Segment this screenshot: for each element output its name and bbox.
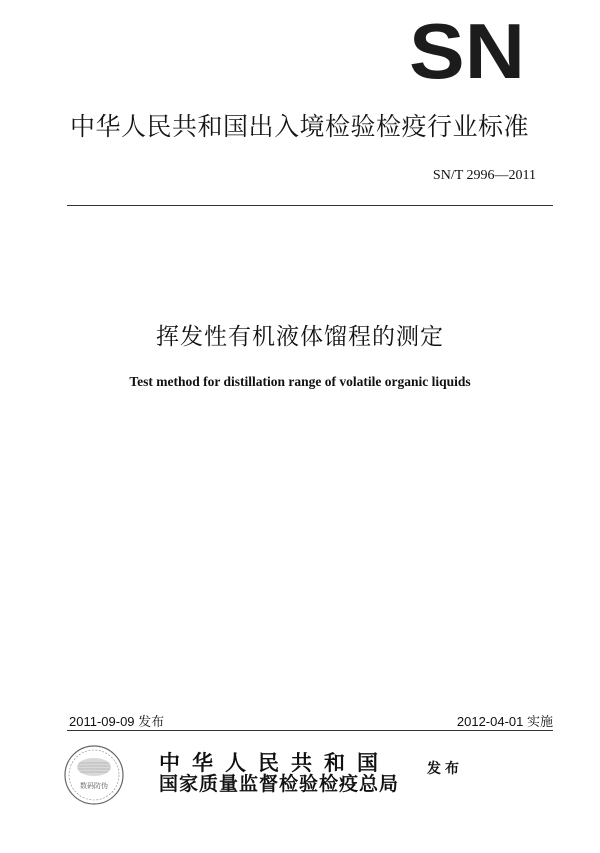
- issuer-agency: 国家质量监督检验检疫总局: [159, 773, 400, 795]
- issue-label: 发布: [427, 761, 463, 777]
- standard-number: SN/T 2996—2011: [432, 168, 536, 183]
- anti-counterfeit-seal: [62, 743, 126, 807]
- sn-logo: [408, 20, 526, 84]
- sector-title: 中华人民共和国出入境检验检疫行业标准: [70, 112, 530, 141]
- top-divider: [67, 205, 553, 206]
- seal-text: 数码防伪: [80, 782, 108, 790]
- implementation-date: 2012-04-01 实施: [456, 714, 553, 729]
- document-title-english: Test method for distillation range of volatile organic liquids: [129, 374, 471, 389]
- bottom-divider: [67, 730, 553, 731]
- sn-logo-text: SN: [409, 20, 525, 84]
- document-title-chinese: 挥发性有机液体馏程的测定: [156, 324, 444, 350]
- issue-date: 2011-09-09 发布: [69, 714, 165, 729]
- issuer-country: 中华人民共和国: [159, 750, 390, 775]
